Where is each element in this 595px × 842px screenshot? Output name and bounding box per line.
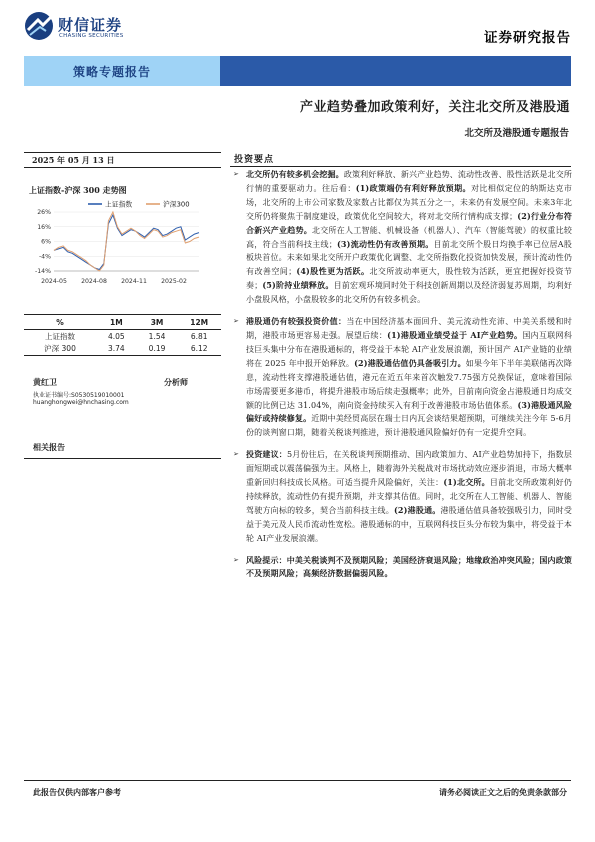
key-point-highlight: (2)港股通。: [393, 504, 441, 515]
footer-left-note: 此报告仅供内部客户参考: [33, 787, 121, 797]
key-point-text: 北交所波动率更大，股性较为活跃，更宜把握好投资节奏；: [246, 267, 572, 291]
key-point-heading: 投资建议：: [246, 449, 287, 460]
analyst-role: 分析师: [164, 377, 188, 387]
key-point-highlight: (2)港股通估值仍具备吸引力。: [354, 357, 466, 368]
table-cell: 4.05: [107, 331, 125, 341]
divider: [24, 152, 221, 153]
table-header-cell: 12M: [177, 315, 221, 330]
y-tick-label: -14%: [35, 268, 51, 275]
bullet-arrow-icon: ➢: [233, 170, 240, 178]
table-cell: 3.74: [96, 343, 137, 356]
legend-label: 上证指数: [105, 200, 133, 209]
y-tick-label: 6%: [41, 238, 51, 246]
bullet-arrow-icon: ➢: [233, 450, 240, 459]
table-header-row: [24, 315, 221, 330]
performance-table: [24, 314, 221, 356]
table-cell: 1.54: [148, 331, 166, 341]
analyst-cert-number: 执业证书编号:S0530519010001: [33, 392, 125, 399]
key-point-highlight: (1)政策端仍有利好释放预期。: [355, 182, 471, 193]
key-point-highlight: (4)股性更为活跃。: [296, 266, 370, 277]
table-row: [24, 330, 221, 343]
table-cell: 沪深 300: [24, 343, 96, 356]
key-point-text: 北交所在人工智能、机械设备（机器人）、汽车（智能驾驶）的权重比较高，符合当前科技主线；: [246, 225, 573, 249]
key-point-text: 目前北交所个股日均换手率已位居A股板块首位。未来如果北交所开户政策优化调整、北交所指数化投资加快发展，预计流动性仍有改善空间；: [246, 239, 573, 277]
table-header-cell: 3M: [137, 315, 178, 330]
key-point-text: 对比相似定位的纳斯达克市场，北交所的上市公司家数及家数占比都仅为其五分之一，未来仍有发展空间。未来3年北交所仍将聚焦于制度建设，政策优化空间较大，将对北交所行情构成支撑；: [246, 183, 572, 221]
key-point-text: 目前北交所政策利好仍持续释放，流动性仍有提升预期，并支撑其估值。同时，北交所在人工智能、机器人、智能驾驶方向标的较多，契合当前科技主线。: [246, 478, 572, 515]
table-cell: 6.12: [177, 343, 221, 356]
key-point-highlight: (2)行业分布符合新兴产业趋势。: [246, 210, 572, 235]
key-point-heading: 港股通仍有较强投资价值：: [246, 316, 347, 327]
key-point-bse: [232, 168, 572, 307]
report-date: 2025 年 05 月 13 日: [32, 155, 115, 165]
key-point-text: 目前宏观环境同时处于科技创新周期以及经济弱复苏周期，均利好小盘股风格，小盘股较多的北交所仍有较多机会。: [246, 281, 572, 305]
key-point-highlight: (1)北交所。: [443, 477, 490, 488]
logo-name-cn: 财信证券: [58, 16, 123, 34]
x-tick-label: 2024-08: [81, 278, 107, 285]
report-category-label: 策略专题报告: [73, 65, 152, 79]
report-title: 产业趋势叠加政策利好，关注北交所及港股通: [299, 100, 570, 115]
index-trend-chart: [24, 198, 221, 300]
key-point-text: 港股通估值具备较强吸引力，同时受益于美元及人民币流动性宽松。港股通标的中，互联网科技巨头分布较为集中，将受益于本轮 AI产业发展浪潮。: [246, 505, 572, 543]
x-tick-label: 2025-02: [161, 278, 187, 285]
key-points-body: [232, 168, 572, 581]
table-cell: 上证指数: [45, 331, 75, 341]
report-subtitle: 北交所及港股通专题报告: [464, 128, 569, 139]
document-type: 证券研究报告: [484, 30, 571, 46]
key-point-text: 近期中美经贸高层在瑞士日内瓦会谈结果超预期，可继续关注今年 5-6月份的谈判窗口期，随着关税谈判推进，预计港股通风险偏好仍有一定提升空间。: [246, 414, 572, 438]
key-point-text: 当在中国经济基本面回升、美元流动性充沛、中美关系缓和时期，港股市场更容易走强。展望后续：: [246, 317, 572, 340]
company-logo: [24, 11, 144, 41]
key-point-risk: [232, 554, 572, 582]
key-point-heading: 风险提示：中美关税谈判不及预期风险；美国经济衰退风险；地缘政治冲突风险；国内政策不及预期风险；高频经济数据偏弱风险。: [246, 554, 572, 579]
table-header-cell: %: [24, 315, 96, 330]
divider: [24, 458, 221, 459]
footer-divider: [24, 780, 571, 781]
logo-mark-icon: [24, 11, 54, 41]
footer-disclaimer-note: 请务必阅读正文之后的免责条款部分: [439, 787, 567, 797]
legend-label: 沪深300: [163, 200, 190, 209]
key-point-heading: 北交所仍有较多机会挖掘。: [246, 169, 344, 179]
key-point-text: 5月份往后，在关税谈判预期推动、国内政策加力、AI产业趋势加持下，指数层面短期或以震荡偏强为主。风格上，随着海外关税战对市场扰动效应逐步消退，市场大概率重新回归科技成长风格。可适当提升风险偏好，关注：: [246, 450, 572, 488]
y-tick-label: 16%: [37, 223, 51, 231]
key-point-hk-connect: [232, 315, 572, 440]
key-points-heading: 投资要点: [234, 155, 275, 165]
series-line-1: [54, 215, 199, 270]
table-cell: 6.81: [190, 331, 208, 341]
key-point-highlight: (3)流动性仍有改善预期。: [336, 238, 434, 249]
key-point-text: 国内互联网科技巨头集中分布在港股通标的，将受益于本轮 AI产业发展浪潮，预计国产 AI产业链的业绩将在 2025 年中报开始释放。: [246, 330, 572, 368]
related-reports-heading: 相关报告: [33, 442, 65, 452]
key-point-text: 如果今年下半年美联储再次降息，流动性将支撑港股通估值，港元在近五年来首次触发7.75强方兑换保证，意味着国际市场需要更多港币，将提升港股市场后续走强概率；此外，目前南向资金占港股通日均成交额的比例已达 31.04%，南向资金持续买入有利于改善港股市场估值体系。: [246, 358, 572, 410]
key-point-investment-advice: [232, 448, 572, 545]
bullet-arrow-icon: ➢: [233, 555, 240, 564]
y-tick-label: 26%: [37, 209, 51, 216]
analyst-email-link[interactable]: huanghongwei@hnchasing.com: [33, 399, 129, 406]
divider: [230, 166, 571, 167]
key-point-highlight: (5)阶持业绩释放。: [262, 280, 334, 291]
bullet-arrow-icon: ➢: [233, 317, 240, 326]
table-header-cell: 1M: [96, 315, 137, 330]
table-row: [24, 343, 221, 356]
key-point-highlight: (3)港股通风险偏好或持续修复。: [246, 399, 572, 424]
logo-name-en: CHASING SECURITIES: [59, 33, 124, 39]
key-point-highlight: (1)港股通业绩受益于 AI产业趋势。: [387, 329, 523, 340]
y-tick-label: -4%: [38, 253, 51, 261]
x-tick-label: 2024-11: [121, 278, 147, 285]
x-tick-label: 2024-05: [41, 278, 67, 285]
key-point-text: 政策利好释放、新兴产业趋势、流动性改善、股性活跃是北交所行情的重要驱动力。往后看：: [246, 170, 573, 193]
table-cell: 0.19: [137, 343, 178, 356]
divider: [24, 167, 221, 168]
analyst-name: 黄红卫: [33, 377, 57, 387]
chart-title: 上证指数-沪深 300 走势图: [29, 185, 127, 195]
report-category-tab: [24, 56, 220, 86]
